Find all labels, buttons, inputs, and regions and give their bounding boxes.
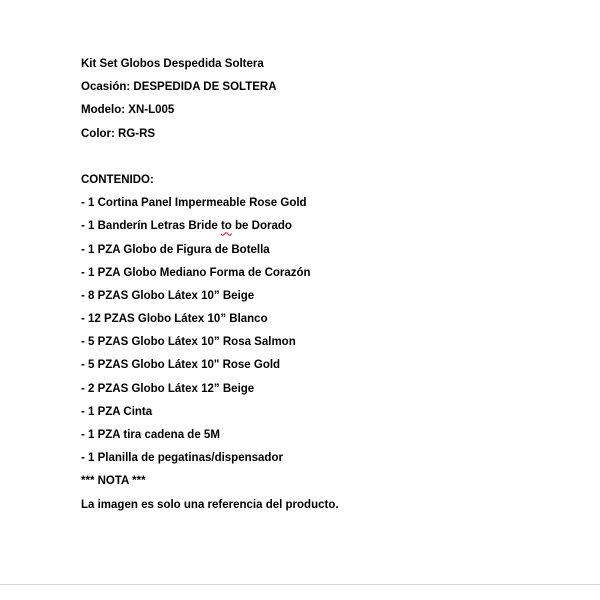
list-item: - 5 PZAS Globo Látex 10" Rose Gold: [81, 359, 281, 372]
contents-list: [81, 192, 581, 470]
model-line: Modelo: XN-L005: [81, 104, 175, 117]
spellcheck-flagged-word[interactable]: to: [220, 220, 232, 233]
note-text: La imagen es solo una referencia del producto.: [81, 498, 339, 511]
product-title: Kit Set Globos Despedida Soltera: [81, 58, 264, 70]
list-item: - 1 PZA Globo de Figura de Botella: [81, 243, 270, 256]
list-item: - 1 PZA Globo Mediano Forma de Corazón: [81, 266, 311, 279]
list-item-text: - 1 Banderín Letras Bride: [81, 220, 221, 233]
list-item: - 1 PZA tira cadena de 5M: [81, 429, 220, 441]
note-heading: *** NOTA ***: [81, 475, 146, 488]
contents-heading: CONTENIDO:: [81, 173, 154, 186]
list-item: - 12 PZAS Globo Látex 10” Blanco: [81, 313, 268, 326]
list-item: - 2 PZAS Globo Látex 12” Beige: [81, 382, 255, 395]
list-item: [81, 215, 581, 238]
list-item-text: be Dorado: [231, 220, 292, 233]
list-item: - 1 Cortina Panel Impermeable Rose Gold: [81, 197, 307, 210]
document-body: [81, 53, 581, 517]
list-item: - 1 PZA Cinta: [81, 405, 153, 418]
list-item: - 1 Planilla de pegatinas/dispensador: [81, 452, 283, 465]
list-item: - 5 PZAS Globo Látex 10” Rosa Salmon: [81, 336, 296, 349]
list-item: - 8 PZAS Globo Látex 10” Beige: [81, 289, 255, 302]
blank-line: [81, 146, 581, 169]
occasion-line: Ocasión: DESPEDIDA DE SOLTERA: [81, 81, 277, 94]
color-line: Color: RG-RS: [81, 127, 156, 140]
page-divider: [0, 584, 600, 585]
